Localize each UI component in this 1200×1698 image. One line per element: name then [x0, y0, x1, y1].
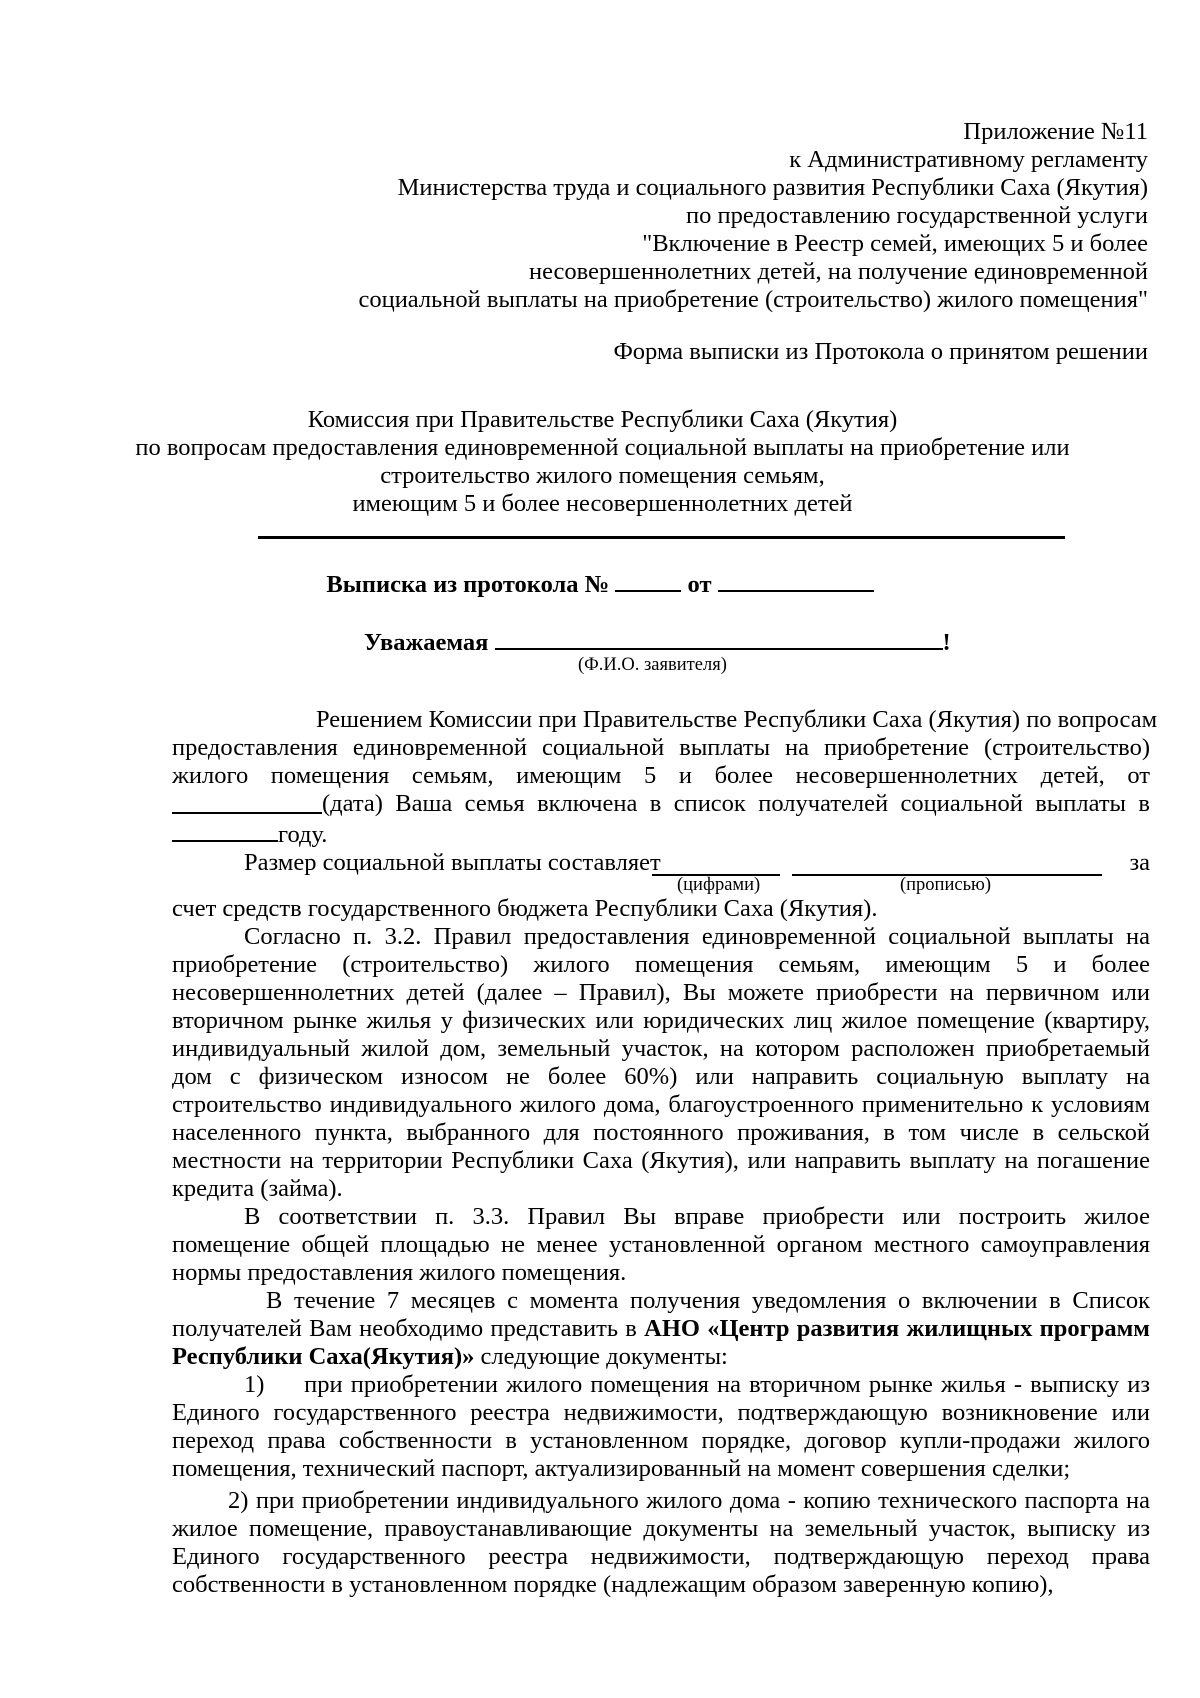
applicant-name-field[interactable]	[495, 626, 943, 650]
header-line: "Включение в Реестр семей, имеющих 5 и более	[642, 230, 1148, 257]
commission-line: имеющим 5 и более несовершеннолетних детей	[352, 490, 853, 517]
documents-intro-end: следующие документы:	[480, 1343, 728, 1370]
extract-prefix: Выписка из протокола №	[326, 571, 610, 598]
form-title: Форма выписки из Протокола о принятом решении	[613, 338, 1148, 365]
decision-date-field[interactable]	[172, 790, 322, 814]
amount-za: за	[1129, 849, 1150, 876]
amount-continuation: счет средств государственного бюджета Республики Саха (Якутия).	[172, 895, 878, 922]
caption-words: (прописью)	[900, 875, 991, 895]
commission-line: по вопросам предоставления единовременной социальной выплаты на приобретение или	[135, 434, 1070, 461]
extract-heading	[0, 568, 1200, 599]
commission-line: Комиссия при Правительстве Республики Саха (Якутия)	[307, 406, 898, 433]
list-item: 2) при приобретении индивидуального жилого дома - копию технического паспорта на жилое помещение, правоустанавливающие документы на земельный участок, выписку из Единого государственного реестра недвижимости, подтверждающую переход права собственности в установленном порядке (надлежащим образом заверенную копию),	[172, 1487, 1150, 1598]
appendix-header	[358, 118, 1148, 366]
horizontal-rule	[258, 536, 1065, 539]
organization-name: АНО «Центр развития жилищных программ Республики Саха(Якутия)»	[172, 1315, 1150, 1370]
documents-paragraph	[172, 1287, 1150, 1371]
amount-label: Размер социальной выплаты составляет	[244, 849, 661, 876]
header-line: Приложение №11	[963, 118, 1148, 145]
commission-line: строительство жилого помещения семьям,	[380, 462, 825, 489]
rules-paragraph-3-3: В соответствии п. 3.3. Правил Вы вправе приобрести или построить жилое помещение общей площадью не менее установленной органом местного самоуправления нормы предоставления жилого помещения.	[172, 1203, 1150, 1286]
salutation	[364, 626, 951, 657]
year-field[interactable]	[172, 818, 278, 842]
list-number: 1)	[244, 1371, 265, 1398]
commission-title	[120, 406, 1085, 518]
list-item	[172, 1371, 1150, 1483]
applicant-name-caption: (Ф.И.О. заявителя)	[578, 655, 727, 675]
amount-row	[172, 849, 1150, 877]
salutation-exclamation: !	[942, 629, 951, 656]
text-line: жилого помещения семьям, имеющим 5 и более несовершеннолетних детей, от	[172, 762, 1150, 789]
text-line: предоставления единовременной социальной выплаты на приобретение (строительство)	[172, 734, 1150, 761]
year-line	[172, 818, 1150, 849]
header-line: к Административному регламенту	[789, 146, 1148, 173]
documents-intro: В течение 7 месяцев с момента получения уведомления о включении в Список получателей Вам необходимо представить в	[172, 1287, 1150, 1342]
text-line: Решением Комиссии при Правительстве Республики Саха (Якутия) по вопросам	[316, 706, 1158, 733]
extract-from-label: от	[687, 571, 712, 598]
salutation-label: Уважаемая	[364, 629, 489, 656]
text-line: (дата) Ваша семья включена в список получателей социальной выплаты в	[322, 790, 1150, 817]
rules-paragraph-3-2: Согласно п. 3.2. Правил предоставления единовременной социальной выплаты на приобретение (строительство) жилого помещения семьям, имеющим 5 и более несовершеннолетних детей (далее – Правил), Вы можете приобрести на первичном или вторичном рынке жилья у физических или юридических лиц жилое помещение (квартиру, индивидуальный жилой дом, земельный участок, на котором расположен приобретаемый дом с физическом износом не более 60%) или направить социальную выплату на строительство индивидуального жилого дома, благоустроенного применительно к условиям населенного пункта, выбранного для постоянного проживания, в том числе в сельской местности на территории Республики Саха (Якутия), или направить выплату на погашение кредита (займа).	[172, 923, 1150, 1202]
header-line: несовершеннолетних детей, на получение единовременной	[528, 258, 1148, 285]
caption-digits: (цифрами)	[677, 875, 761, 895]
letter-body	[172, 706, 1158, 1599]
list-text: при приобретении жилого помещения на вторичном рынке жилья - выписку из Единого государственного реестра недвижимости, подтверждающую возникновение или переход права собственности в установленном порядке, договор купли-продажи жилого помещения, технический паспорт, актуализированный на момент совершения сделки;	[172, 1371, 1150, 1482]
amount-digits-field[interactable]	[652, 852, 780, 876]
text-line: году.	[278, 821, 328, 848]
date-line	[172, 790, 1150, 818]
amount-words-field[interactable]	[792, 852, 1102, 876]
header-line: социальной выплаты на приобретение (строительство) жилого помещения"	[358, 286, 1148, 313]
amount-captions	[172, 877, 1150, 897]
header-line: по предоставлению государственной услуги	[686, 202, 1148, 229]
protocol-number-field[interactable]	[615, 568, 681, 592]
decision-paragraph	[172, 706, 1158, 849]
header-line: Министерства труда и социального развития Республики Саха (Якутия)	[397, 174, 1148, 201]
protocol-date-field[interactable]	[718, 568, 874, 592]
